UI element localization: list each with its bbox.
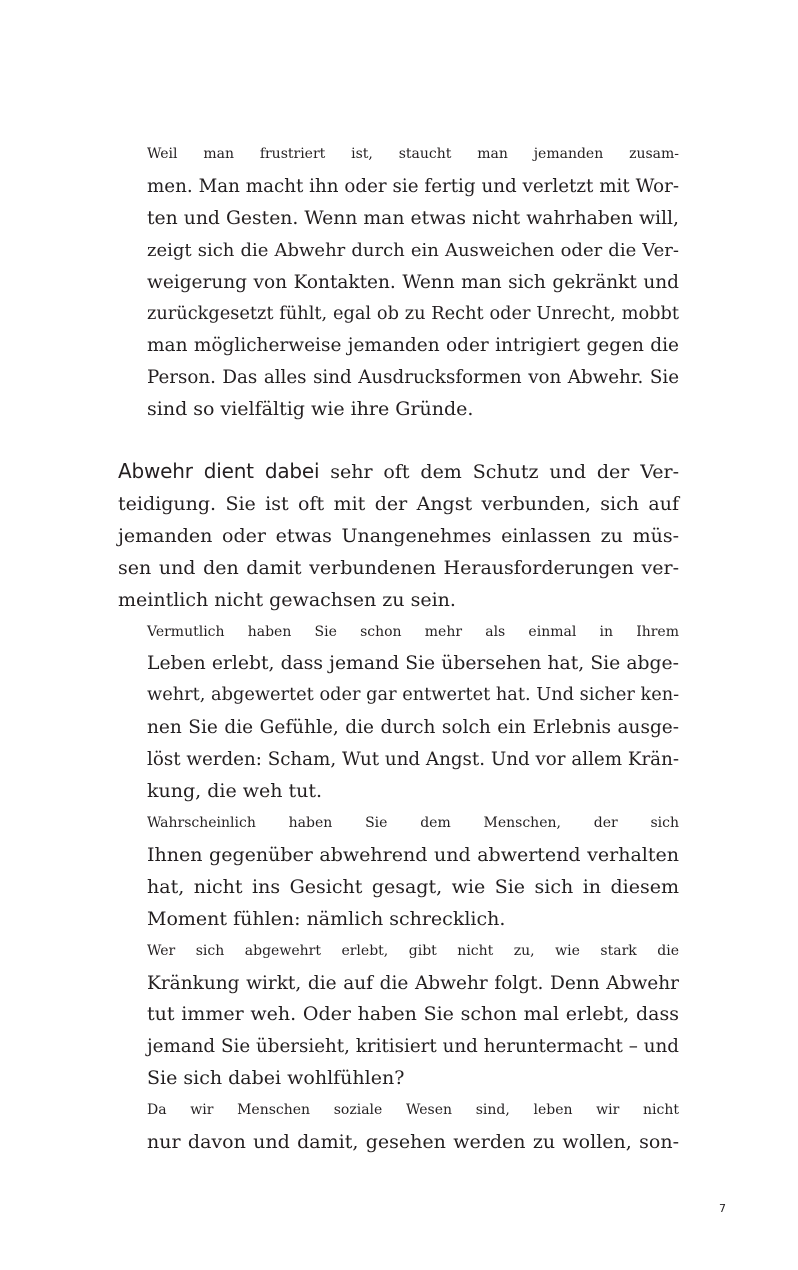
- text-line: zurückgesetzt fühlt, egal ob zu Recht oder Unrecht, mobbt: [147, 303, 679, 324]
- text-line: ten und Gesten. Wenn man etwas nicht wahrhaben will,: [147, 207, 679, 229]
- text-line: jemand Sie übersieht, kritisiert und heruntermacht – und: [147, 1036, 679, 1058]
- text-line: Ihnen gegenüber abwehrend und abwertend verhalten: [147, 843, 679, 866]
- paragraph-frustration: [118, 139, 679, 426]
- text-line: kung, die weh tut.: [147, 780, 323, 803]
- text-line: hat, nicht ins Gesicht gesagt, wie Sie sich in diesem: [147, 875, 679, 898]
- text-line: man möglicherweise jemanden oder intrigiert gegen die: [147, 335, 679, 357]
- text-line: nen Sie die Gefühle, die durch solch ein Erlebnis ausge-: [147, 717, 679, 739]
- paragraph-feelings: [118, 808, 679, 936]
- page-number: 7: [719, 1202, 726, 1215]
- text-line: wehrt, abgewertet oder gar entwertet hat. Und sicher ken-: [147, 685, 680, 706]
- text-line: weigerung von Kontakten. Wenn man sich gekränkt und: [147, 271, 679, 293]
- text-line: Kränkung wirkt, die auf die Abwehr folgt. Denn Abwehr: [147, 972, 679, 994]
- text-line: [118, 456, 679, 489]
- lead-line-text: sehr oft dem Schutz und der Ver-: [319, 461, 679, 483]
- text-line: Sie sich dabei wohlfühlen?: [147, 1067, 405, 1090]
- paragraph-social-beings: [118, 1095, 679, 1159]
- text-line: teidigung. Sie ist oft mit der Angst verbunden, sich auf: [118, 492, 679, 515]
- text-line: jemanden oder etwas Unangenehmes einlassen zu müs-: [118, 524, 679, 547]
- text-line: Leben erlebt, dass jemand Sie übersehen hat, Sie abge-: [147, 653, 679, 675]
- text-line: nur davon und damit, gesehen werden zu wollen, son-: [147, 1131, 679, 1154]
- text-line: Wahrscheinlich haben Sie dem Menschen, der sich: [147, 814, 679, 831]
- text-line: zeigt sich die Abwehr durch ein Ausweichen oder die Ver-: [147, 239, 679, 261]
- text-line: Vermutlich haben Sie schon mehr als einmal in Ihrem: [147, 623, 679, 640]
- text-line: meintlich nicht gewachsen zu sein.: [118, 588, 456, 611]
- paragraph-experience: [118, 617, 679, 808]
- text-line: sind so vielfältig wie ihre Gründe.: [147, 398, 474, 421]
- text-line: Moment fühlen: nämlich schrecklich.: [147, 907, 506, 930]
- text-line: men. Man macht ihn oder sie fertig und verletzt mit Wor-: [147, 175, 679, 197]
- text-block-1: [118, 139, 679, 426]
- text-block-2: [118, 456, 679, 1159]
- paragraph-hurt: [118, 936, 679, 1096]
- text-line: Person. Das alles sind Ausdrucksformen von Abwehr. Sie: [147, 367, 679, 389]
- text-line: tut immer weh. Oder haben Sie schon mal erlebt, dass: [147, 1003, 679, 1026]
- text-line: löst werden: Scham, Wut und Angst. Und vor allem Krän-: [147, 749, 679, 771]
- text-line: Wer sich abgewehrt erlebt, gibt nicht zu, wie stark die: [147, 942, 679, 959]
- paragraph-protection: [118, 456, 679, 617]
- text-line: Da wir Menschen soziale Wesen sind, leben wir nicht: [147, 1102, 679, 1119]
- section-lead-in: Abwehr dient dabei: [118, 459, 320, 483]
- text-line: Weil man frustriert ist, staucht man jemanden zusam-: [147, 146, 679, 162]
- text-line: sen und den damit verbundenen Herausforderungen ver-: [118, 556, 679, 579]
